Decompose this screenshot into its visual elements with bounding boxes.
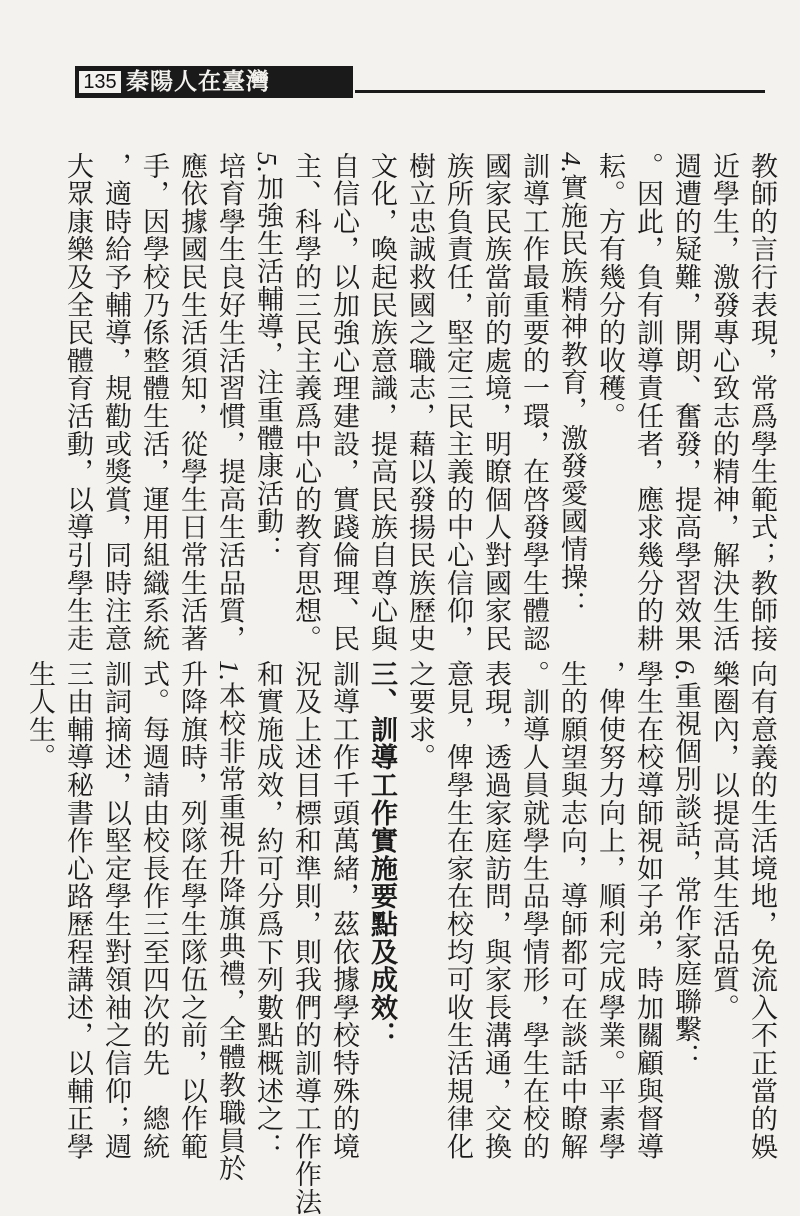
text-line: 之要求。 (404, 660, 435, 772)
text-line: 生的願望與志向，導師都可在談話中瞭解 (556, 660, 587, 1161)
item-heading (666, 660, 704, 1170)
text-line: 式。每週請由校長作三至四次的先 總統 (138, 660, 169, 1161)
page-header (75, 66, 765, 102)
text-line: 訓導工作最重要的一環，在啓發學生體認 (518, 152, 549, 653)
item-heading (248, 152, 286, 632)
lower-text-block (24, 660, 780, 1216)
text-line: ，適時給予輔導，規勸或獎賞，同時注意 (100, 152, 131, 653)
text-line: 訓導工作千頭萬緒，茲依據學校特殊的境 (328, 660, 359, 1161)
text-line: 應依據國民生活須知，從學生日常生活著 (176, 152, 207, 653)
text-line: 升降旗時，列隊在學生隊伍之前，以作範 (176, 660, 207, 1161)
section-heading: 三、訓導工作實施要點及成效： (366, 660, 397, 1050)
text-line: 自信心，以加強心理建設，實踐倫理、民 (328, 152, 359, 653)
text-line: 訓詞摘述，以堅定學生對領袖之信仰；週 (100, 660, 131, 1161)
text-line: 族所負責任，堅定三民主義的中心信仰， (442, 152, 473, 653)
text-line: 和實施成效，約可分爲下列數點概述之： (252, 660, 283, 1161)
text-line: 。訓導人員就學生品學情形，學生在校的 (518, 660, 549, 1161)
item-heading (210, 660, 248, 1183)
text-line: 三由輔導秘書作心路歷程講述，以輔正學 (62, 660, 93, 1161)
item-heading-text: 加強生活輔導，注重體康活動： (252, 173, 283, 564)
text-line: 週遭的疑難，開朗、奮發，提高學習效果 (670, 152, 701, 653)
text-line: 樂圈內，以提高其生活品質。 (708, 660, 739, 1022)
text-line: 樹立忠誠救國之職志，藉以發揚民族歷史 (404, 152, 435, 653)
text-line: ，俾使努力向上，順利完成學業。平素學 (594, 660, 625, 1161)
item-number: 6. (670, 660, 700, 682)
item-heading-text: 實施民族精神教育，激發愛國情操： (556, 173, 587, 619)
text-line: 耘。方有幾分的收穫。 (594, 152, 625, 430)
text-line: 學生在校導師視如子弟，時加關顧與督導 (632, 660, 663, 1161)
item-number: 5. (252, 152, 282, 174)
text-line: 主、科學的三民主義爲中心的教育思想。 (290, 152, 321, 653)
text-line: 教師的言行表現，常爲學生範式；教師接 (746, 152, 777, 653)
item-heading (552, 152, 590, 632)
text-line: 近學生，激發專心致志的精神，解決生活 (708, 152, 739, 653)
book-title: 秦陽人在臺灣 (126, 69, 270, 95)
text-line: 表現，透過家庭訪問，與家長溝通，交換 (480, 660, 511, 1161)
text-line: 向有意義的生活境地，免流入不正當的娛 (746, 660, 777, 1161)
text-line: 培育學生良好生活習慣，提高生活品質， (214, 152, 245, 653)
page-number: 135 (78, 70, 122, 94)
text-line: 意見，俾學生在家在校均可收生活規律化 (442, 660, 473, 1161)
upper-text-block (30, 152, 780, 653)
text-line: 文化，喚起民族意識，提高民族自尊心與 (366, 152, 397, 653)
text-line: 手，因學校乃係整體生活，運用組織系統 (138, 152, 169, 653)
item-number: 4. (556, 152, 586, 174)
text-line: 況及上述目標和準則，則我們的訓導工作作法 (290, 660, 321, 1216)
item-heading-text: 本校非常重視升降旗典禮，全體教職員於 (214, 681, 245, 1183)
text-line: 。因此，負有訓導責任者，應求幾分的耕 (632, 152, 663, 653)
header-rule (355, 90, 765, 93)
text-line: 大眾康樂及全民體育活動，以導引學生走 (62, 152, 93, 653)
item-heading-text: 重視個別談話，常作家庭聯繫： (670, 681, 701, 1072)
item-number: 1. (214, 660, 244, 682)
text-line: 生人生。 (24, 660, 55, 772)
text-line: 國家民族當前的處境，明瞭個人對國家民 (480, 152, 511, 653)
header-title-bar (75, 66, 353, 98)
